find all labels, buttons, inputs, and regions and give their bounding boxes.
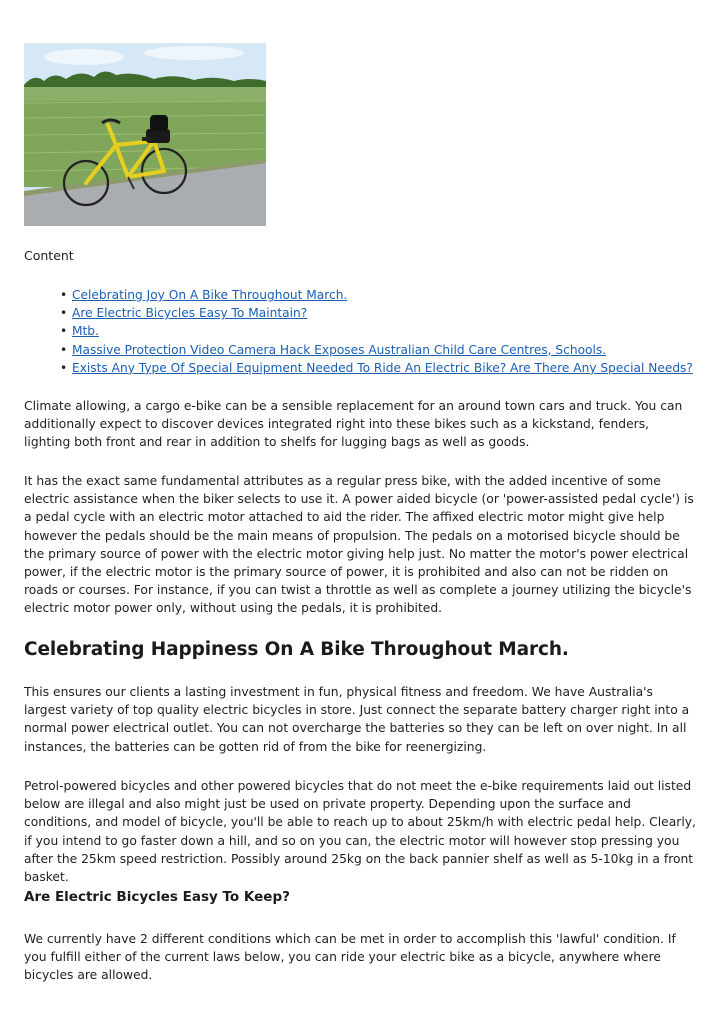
electric-bike-photo (24, 43, 266, 226)
toc-link[interactable]: Celebrating Joy On A Bike Throughout March. (72, 288, 348, 302)
toc-link[interactable]: Mtb. (72, 324, 99, 339)
paragraph: Climate allowing, a cargo e-bike can be a sensible replacement for an around town cars and truck. You can additionally expect to discover devices integrated right into these bikes such as a kickstand, fenders, lighting both front and rear in addition to shelfs for lugging bags as well as goods. (24, 399, 683, 450)
toc-item (58, 359, 693, 377)
toc-link[interactable]: Massive Protection Video Camera Hack Exposes Australian Child Care Centres, Schools. (72, 342, 607, 357)
paragraph: We currently have 2 different conditions which can be met in order to accomplish this 'lawful' condition. If you fulfill either of the current laws below, you can ride your electric bike as a bicycle, anywhere where bicycles are allowed. (24, 932, 676, 983)
toc-item (58, 341, 693, 359)
bike-field-illustration (24, 43, 266, 226)
toc-link[interactable]: Exists Any Type Of Special Equipment Needed To Ride An Electric Bike? Are There Any Special Needs? (72, 360, 693, 375)
toc-link[interactable]: Are Electric Bicycles Easy To Maintain? (72, 306, 308, 321)
content-label: Content (24, 248, 74, 263)
toc-item (58, 322, 693, 340)
toc-item (58, 304, 693, 322)
paragraph: It has the exact same fundamental attributes as a regular press bike, with the added incentive of some electric assistance when the biker selects to use it. A power aided bicycle (or 'power-assisted pedal cycle') is a pedal cycle with an electric motor attached to aid the rider. The affixed electric motor might give help however the pedals should be the main means of propulsion. The pedals on a motorised bicycle should be the primary source of power with the electric motor giving help just. No matter the motor's power electrical power, if the electric motor is the primary source of power, it is prohibited and also can not be ridden on roads or courses. For instance, if you can twist a throttle as well as complete a journey utilizing the bicycle's electric motor power only, without using the pedals, it is prohibited. (24, 474, 694, 616)
table-of-contents (58, 286, 693, 377)
paragraph: Petrol-powered bicycles and other powered bicycles that do not meet the e-bike requirements laid out listed below are illegal and also might just be used on private property. Depending upon the surface and conditions, and model of bicycle, you'll be able to reach up to about 25km/h with electric pedal help. Clearly, if you intend to go faster down a hill, and so on you can, the electric motor will however stop pressing you after the 25km speed restriction. Possibly around 25kg on the back pannier shelf as well as 5-10kg in a front basket. (24, 779, 696, 885)
toc-item (58, 286, 693, 304)
subsection-heading: Are Electric Bicycles Easy To Keep? (24, 889, 290, 905)
paragraph: This ensures our clients a lasting investment in fun, physical fitness and freedom. We have Australia's largest variety of top quality electric bicycles in store. Just connect the separate battery charger right into a normal power electrical outlet. You can not overcharge the batteries so they can be left on over night. In all instances, the batteries can be gotten rid of from the bike for reenergizing. (24, 685, 690, 754)
section-heading: Celebrating Happiness On A Bike Throughout March. (24, 639, 569, 660)
